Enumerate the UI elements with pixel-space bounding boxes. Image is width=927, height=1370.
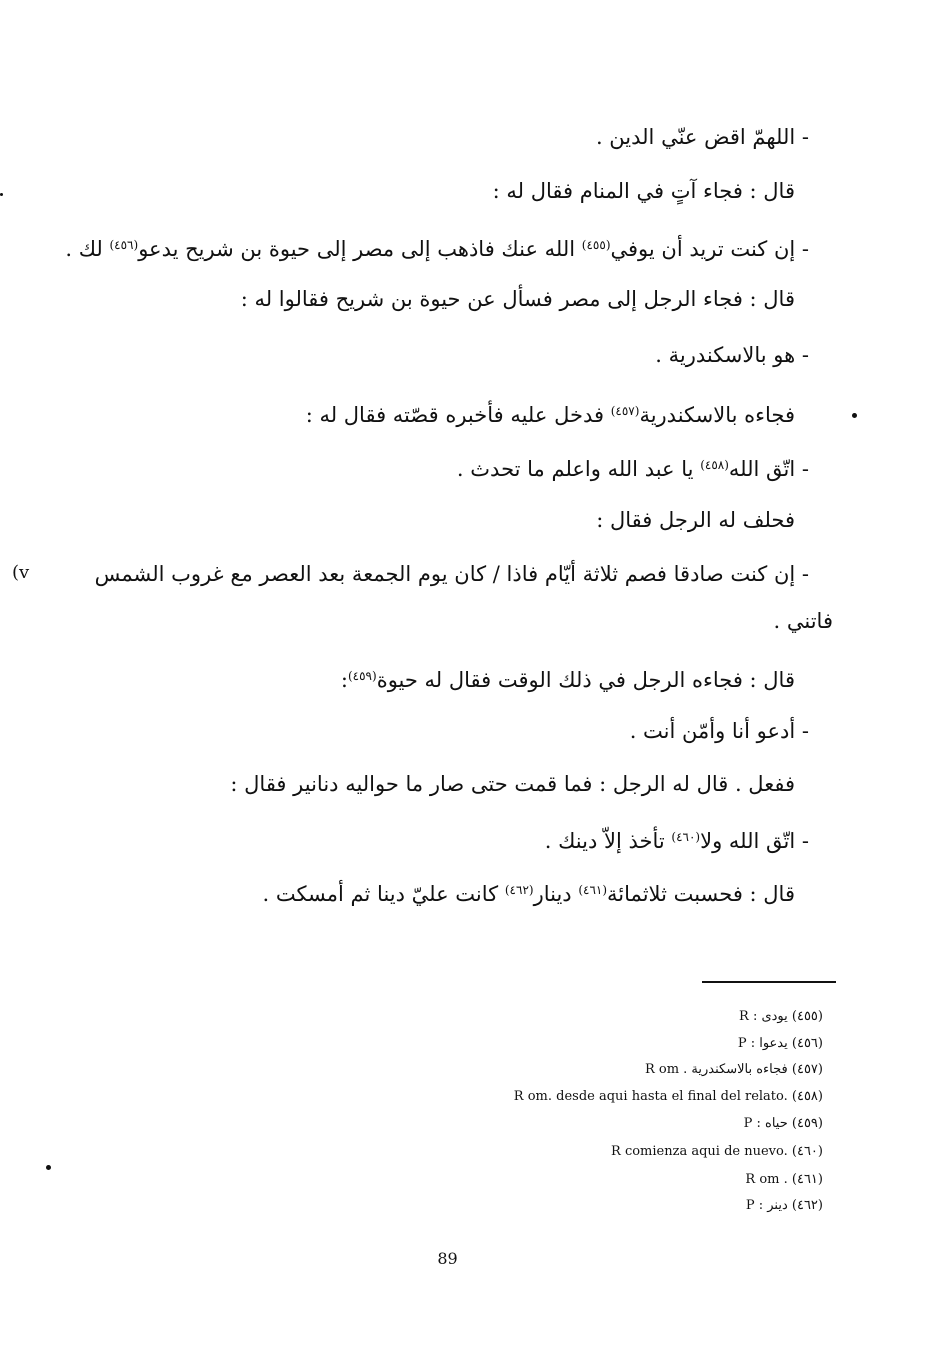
footnote-ref: (٤٥٥) xyxy=(581,238,611,252)
folio-margin-note: (v xyxy=(12,562,30,583)
text-line-10: فاتني . xyxy=(773,609,833,633)
scan-speck xyxy=(0,193,3,196)
footnote-ref: (٤٥٦) xyxy=(109,238,139,252)
text-line-2: قال : فجاء آتٍ في المنام فقال له : xyxy=(492,179,795,203)
footnote-ref: (٤٦٢) xyxy=(504,883,534,897)
footnote-460: (٤٦٠) R comienza aqui de nuevo. xyxy=(611,1144,823,1159)
text-line-14: - اتّق الله ولا$^{(٤٦٠)}$ تأخذ إلاّ دينك . xyxy=(544,829,809,853)
footnote-455: (٤٥٥) يودى : R xyxy=(739,1009,823,1024)
page-number: 89 xyxy=(437,1249,458,1268)
text-line-15: قال : فحسبت ثلاثمائة$^{(٤٦١)}$ دينار$^{(٤٦٢)}$ كانت عليّ دينا ثم أمسكت . xyxy=(262,882,795,906)
footnote-ref: (٤٥٧) xyxy=(610,404,640,418)
footnote-ref: (٤٥٨) xyxy=(700,458,729,472)
footnote-ref: (٤٥٩) xyxy=(347,669,377,683)
text-line-7: - اتّق الله$^{(٤٥٨)}$ يا عبد الله واعلم ما تحدث . xyxy=(456,457,809,481)
text-line-5: - هو بالاسكندرية . xyxy=(655,343,809,367)
text-line-1: - اللهمّ اقض عنّي الدين . xyxy=(595,125,809,149)
footnote-461: (٤٦١) R om . xyxy=(745,1172,823,1187)
footnote-ref: (٤٦٠) xyxy=(671,830,701,844)
scan-speck xyxy=(852,413,857,418)
footnote-separator xyxy=(702,981,836,983)
text-line-13: ففعل . قال له الرجل : فما قمت حتى صار ما حواليه دنانير فقال : xyxy=(230,772,795,796)
footnote-456: (٤٥٦) يدعوا : P xyxy=(737,1036,823,1051)
footnote-458: (٤٥٨) R om. desde aqui hasta el final del relato. xyxy=(513,1089,823,1104)
footnote-462: (٤٦٢) دينر : P xyxy=(745,1198,823,1213)
text-line-12: - أدعو أنا وأمّن أنت . xyxy=(629,719,809,743)
text-line-11: قال : فجاءه الرجل في ذلك الوقت فقال له حيوة$^{(٤٥٩)}$: xyxy=(340,668,795,692)
text-line-3: - إن كنت تريد أن يوفي$^{(٤٥٥)}$ الله عنك فاذهب إلى مصر إلى حيوة بن شريح يدعو$^{(٤٥٦)}$ لك . xyxy=(65,237,809,261)
scan-speck xyxy=(46,1165,51,1170)
text-line-9: - إن كنت صادقا فصم ثلاثة أيّام فاذا / كان يوم الجمعة بعد العصر مع غروب الشمس xyxy=(94,562,809,586)
text-line-4: قال : فجاء الرجل إلى مصر فسأل عن حيوة بن شريح فقالوا له : xyxy=(240,287,795,311)
footnote-ref: (٤٦١) xyxy=(578,883,608,897)
footnote-459: (٤٥٩) حياه : P xyxy=(743,1116,823,1131)
footnote-457: (٤٥٧) فجاءه بالاسكندرية . R om xyxy=(644,1062,823,1077)
text-line-6: فجاءه بالاسكندرية$^{(٤٥٧)}$ فدخل عليه فأخبره قصّته فقال له : xyxy=(305,403,795,427)
text-line-8: فحلف له الرجل فقال : xyxy=(596,508,795,532)
